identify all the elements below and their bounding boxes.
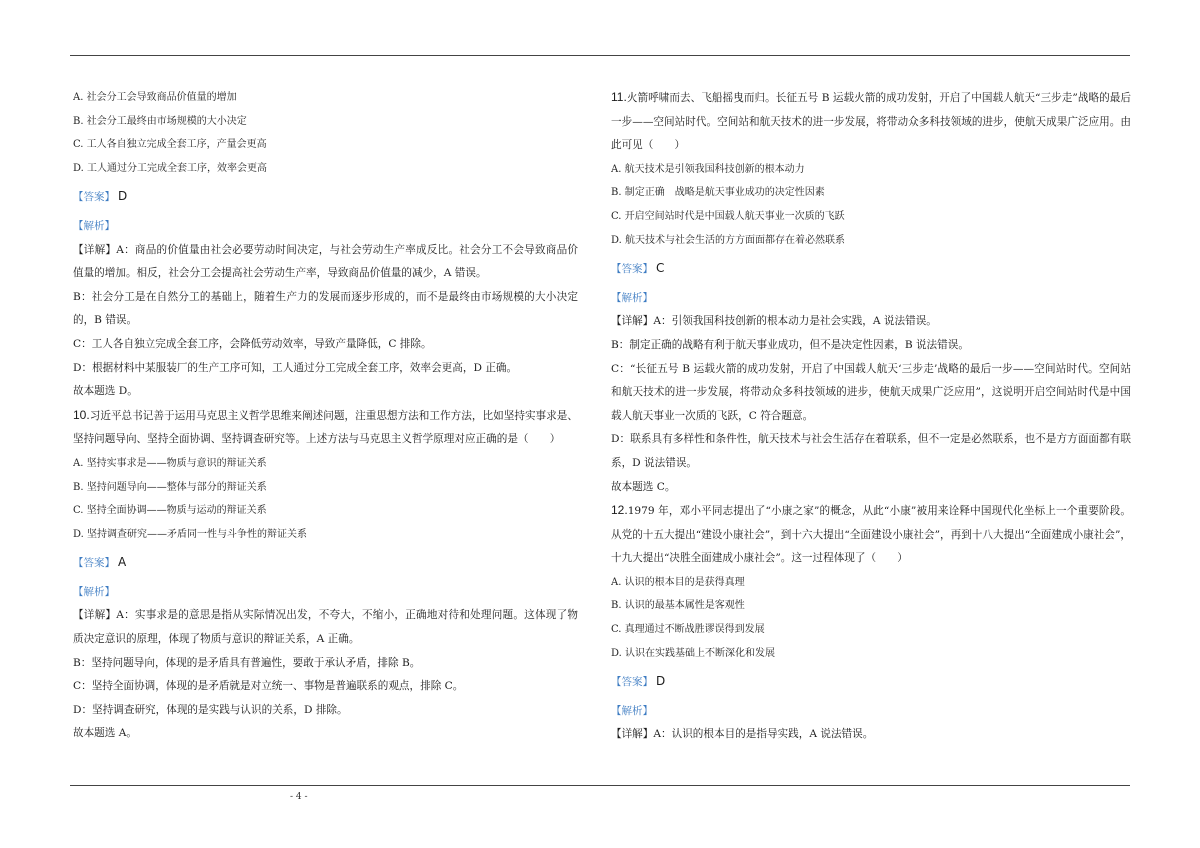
left-column	[73, 86, 578, 746]
answer-tag: 【答案】	[611, 676, 653, 689]
q11-explanation-c: C：“长征五号 B 运载火箭的成功发射，开启了中国载人航天‘三步走’战略的最后一步——空间站时代。空间站和航天技术的进一步发展，将带动众多科技领域的进步，使航天成果广泛应用”，这说明开启空间站时代是中国载人航天事业一次质的飞跃，C 符合题意。	[611, 362, 1131, 422]
answer-tag: 【答案】	[73, 557, 115, 570]
answer-tag: 【答案】	[611, 263, 653, 276]
q12-explanation-a: 【详解】A：认识的根本目的是指导实践，A 说法错误。	[611, 728, 874, 741]
q9-analysis-tag: 【解析】	[73, 219, 115, 232]
q9-option-a: A. 社会分工会导致商品价值量的增加	[73, 92, 237, 103]
q11-explanation-a: 【详解】A：引领我国科技创新的根本动力是社会实践，A 说法错误。	[611, 315, 937, 328]
q10-explanation-a: 【详解】A：实事求是的意思是指从实际情况出发，不夸大，不缩小，正确地对待和处理问题。这体现了物质决定意识的原理，体现了物质与意识的辩证关系，A 正确。	[73, 609, 578, 646]
q9-option-c: C. 工人各自独立完成全套工序，产量会更高	[73, 139, 267, 151]
q11-option-b: B. 制定正确 战略是航天事业成功的决定性因素	[611, 187, 825, 199]
q9-conclusion: 故本题选 D。	[73, 385, 138, 398]
q11-stem	[611, 86, 1131, 158]
q11-explanation-d: D：联系具有多样性和条件性，航天技术与社会生活存在着联系，但不一定是必然联系，也不是方方面面都有联系，D 说法错误。	[611, 433, 1131, 469]
q10-option-d: D. 坚持调查研究——矛盾同一性与斗争性的辩证关系	[73, 528, 308, 540]
q12-number: 12.	[611, 503, 628, 518]
q10-option-a: A. 坚持实事求是——物质与意识的辩证关系	[73, 457, 267, 469]
q12-stem	[611, 499, 1131, 571]
q10-explanation-b: B：坚持问题导向，体现的是矛盾具有普遍性，要敢于承认矛盾，排除 B。	[73, 656, 421, 669]
answer-value: C	[656, 261, 665, 276]
footer-rule	[70, 785, 1130, 786]
q11-stem-text: 火箭呼啸而去、飞船摇曳而归。长征五号 B 运载火箭的成功发射，开启了中国载人航天“三步走”战略的最后一步——空间站时代。空间站和航天技术的进一步发展，将带动众多科技领域的进步，使航天成果广泛应用。由此可见（ ）	[611, 92, 1131, 152]
q10-explanation-c: C：坚持全面协调，体现的是矛盾就是对立统一、事物是普遍联系的观点，排除 C。	[73, 680, 464, 693]
q10-conclusion: 故本题选 A。	[73, 727, 137, 740]
answer-value: A	[118, 555, 127, 570]
q10-stem	[73, 404, 578, 452]
q10-number: 10.	[73, 407, 90, 422]
q12-answer	[611, 670, 1131, 695]
q10-option-b: B. 坚持问题导向——整体与部分的辩证关系	[73, 481, 267, 493]
q9-answer	[73, 185, 578, 210]
q10-analysis-tag: 【解析】	[73, 585, 115, 598]
answer-value: D	[656, 674, 666, 689]
q11-analysis-tag: 【解析】	[611, 291, 653, 304]
right-column	[611, 86, 1131, 747]
q12-option-a: A. 认识的根本目的是获得真理	[611, 576, 745, 588]
q9-explanation-c: C：工人各自独立完成全套工序，会降低劳动效率，导致产量降低，C 排除。	[73, 337, 432, 350]
q9-explanation-d: D：根据材料中某服装厂的生产工序可知，工人通过分工完成全套工序，效率会更高，D 正确。	[73, 361, 518, 374]
q9-option-b: B. 社会分工最终由市场规模的大小决定	[73, 115, 247, 127]
q9-explanation-b: B：社会分工是在自然分工的基础上，随着生产力的发展而逐步形成的，而不是最终由市场规模的大小决定的，B 错误。	[73, 290, 578, 327]
q11-explanation-b: B：制定正确的战略有利于航天事业成功，但不是决定性因素，B 说法错误。	[611, 338, 969, 351]
q11-option-d: D. 航天技术与社会生活的方方面面都存在着必然联系	[611, 234, 846, 246]
q11-conclusion: 故本题选 C。	[611, 480, 676, 493]
page-number: - 4 -	[290, 792, 308, 802]
q9-explanation-a: 【详解】A：商品的价值量由社会必要劳动时间决定，与社会劳动生产率成反比。社会分工不会导致商品价值量的增加。相反，社会分工会提高社会劳动生产率，导致商品价值量的减少，A 错误。	[73, 243, 578, 280]
q10-stem-text: 习近平总书记善于运用马克思主义哲学思维来阐述问题，注重思想方法和工作方法，比如坚持实事求是、坚持问题导向、坚持全面协调、坚持调查研究等。上述方法与马克思主义哲学原理对应正确的是（ ）	[73, 409, 578, 446]
q11-option-c: C. 开启空间站时代是中国载人航天事业一次质的飞跃	[611, 210, 845, 222]
answer-tag: 【答案】	[73, 191, 115, 204]
q12-option-d: D. 认识在实践基础上不断深化和发展	[611, 647, 776, 659]
q11-option-a: A. 航天技术是引领我国科技创新的根本动力	[611, 163, 805, 175]
header-rule	[70, 55, 1130, 56]
q11-answer	[611, 257, 1131, 282]
q12-analysis-tag: 【解析】	[611, 704, 653, 717]
q12-stem-text: 1979 年，邓小平同志提出了“小康之家”的概念，从此“小康”被用来诠释中国现代化坐标上一个重要阶段。从党的十五大提出“建设小康社会”，到十六大提出“全面建设小康社会”，再到十八大提出“全面建成小康社会”，十九大提出“决胜全面建成小康社会”。这一过程体现了（ ）	[611, 505, 1131, 565]
q12-option-c: C. 真理通过不断战胜谬误得到发展	[611, 624, 765, 636]
q10-option-c: C. 坚持全面协调——物质与运动的辩证关系	[73, 505, 267, 517]
q12-option-b: B. 认识的最基本属性是客观性	[611, 600, 745, 612]
q11-number: 11.	[611, 90, 627, 104]
q10-explanation-d: D：坚持调查研究，体现的是实践与认识的关系，D 排除。	[73, 703, 348, 716]
q9-option-d: D. 工人通过分工完成全套工序，效率会更高	[73, 162, 268, 174]
answer-value: D	[118, 189, 128, 204]
q10-answer	[73, 551, 578, 576]
